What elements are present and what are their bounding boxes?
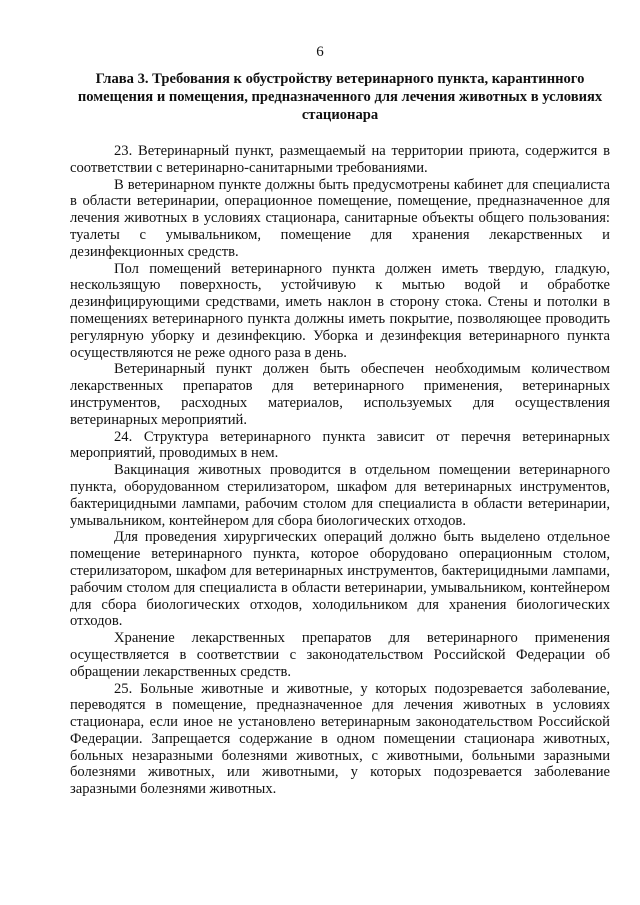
chapter-title: Глава 3. Требования к обустройству ветеринарного пункта, карантинного помещения и помещения, предназначенного для лечения животных в условиях стационара (77, 71, 603, 123)
paragraph: В ветеринарном пункте должны быть предусмотрены кабинет для специалиста в области ветеринарии, операционное помещение, помещение, предназначенное для лечения животных в условиях стационара, санитарные объекты общего пользования: туалеты с умывальником, помещение для хранения лекарственных и дезинфекционных средств. (70, 176, 610, 260)
page-number: 6 (316, 44, 324, 60)
paragraph-24: 24. Структура ветеринарного пункта зависит от перечня ветеринарных мероприятий, проводимых в нем. (70, 428, 610, 462)
paragraph: Ветеринарный пункт должен быть обеспечен необходимым количеством лекарственных препаратов для ветеринарного применения, ветеринарных инструментов, расходных материалов, используемых для осуществления ветеринарных мероприятий. (70, 361, 610, 428)
document-body (70, 143, 610, 798)
paragraph: Для проведения хирургических операций должно быть выделено отдельное помещение ветеринарного пункта, которое оборудовано операционным столом, стерилизатором, шкафом для ветеринарных инструментов, бактерицидными лампами, рабочим столом для специалиста в области ветеринарии, умывальником, контейнером для сбора биологических отходов, холодильником для хранения биологических отходов. (70, 529, 610, 630)
paragraph: Пол помещений ветеринарного пункта должен иметь твердую, гладкую, нескользящую поверхность, устойчивую к мытью водой и обработке дезинфицирующими средствами, иметь наклон в сторону стока. Стены и потолки в помещениях ветеринарного пункта должны иметь покрытие, позволяющее проводить регулярную уборку и дезинфекцию. Уборка и дезинфекция ветеринарного пункта осуществляются не реже одного раза в день. (70, 260, 610, 361)
paragraph-23: 23. Ветеринарный пункт, размещаемый на территории приюта, содержится в соответствии с ветеринарно-санитарными требованиями. (70, 143, 610, 176)
paragraph: Хранение лекарственных препаратов для ветеринарного применения осуществляется в соответствии с законодательством Российской Федерации об обращении лекарственных средств. (70, 630, 610, 680)
paragraph-25: 25. Больные животные и животные, у которых подозревается заболевание, переводятся в помещение, предназначенное для лечения животных в условиях стационара, если иное не установлено ветеринарным законодательством Российской Федерации. Запрещается содержание в одном помещении стационара животных, больных незаразными болезнями животных, с животными, больными заразными болезнями животных, или животными, у которых подозревается заболевание заразными болезнями животных. (70, 680, 610, 798)
paragraph: Вакцинация животных проводится в отдельном помещении ветеринарного пункта, оборудованном стерилизатором, шкафом для ветеринарных инструментов, бактерицидными лампами, рабочим столом для специалиста в области ветеринарии, умывальником, контейнером для сбора биологических отходов. (70, 462, 610, 529)
